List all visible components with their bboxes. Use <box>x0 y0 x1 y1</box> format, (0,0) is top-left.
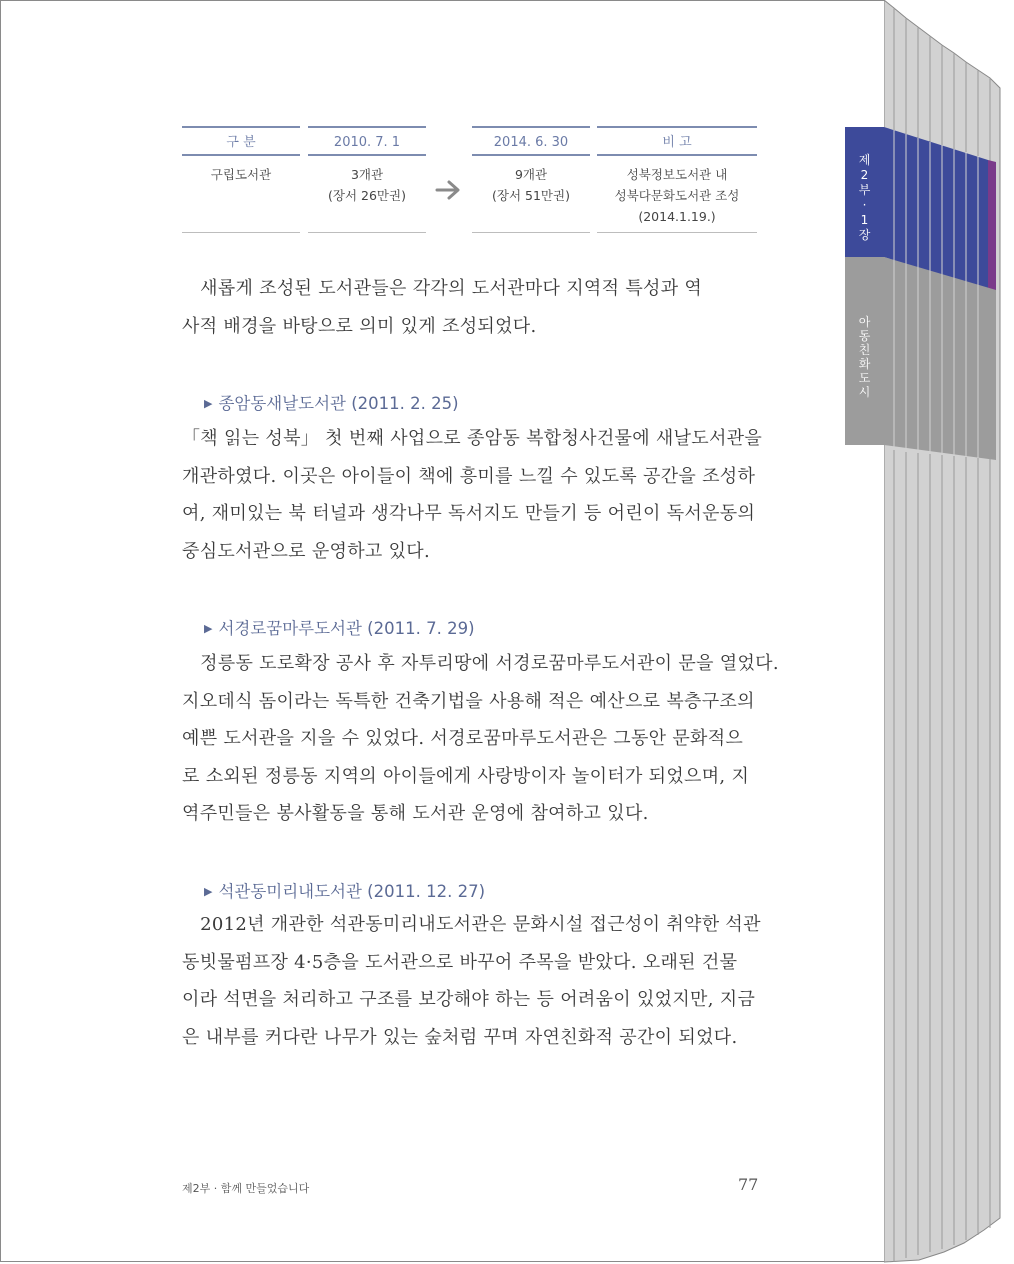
tab-char: 장 <box>858 228 871 242</box>
cell-text: (장서 26만권) <box>328 188 406 203</box>
cell-text: 구립도서관 <box>210 167 272 182</box>
text-line: 예쁜 도서관을 지을 수 있었다. 서경로꿈마루도서관은 그동안 문화적으 <box>182 728 744 749</box>
text-line: 이라 석면을 처리하고 구조를 보강해야 하는 등 어려움이 있었지만, 지금 <box>182 989 756 1010</box>
text-line: 동빗물펌프장 4·5층을 도서관으로 바꾸어 주목을 받았다. 오래된 건물 <box>182 951 738 973</box>
page-edges <box>884 0 1014 1264</box>
right-arrow-icon <box>435 178 465 202</box>
cell-text: 성북다문화도서관 조성 <box>614 188 740 203</box>
tab-char: 제 <box>858 153 871 167</box>
table-cell <box>597 156 757 233</box>
tab-char: 친 <box>858 343 871 357</box>
comparison-table <box>182 126 757 236</box>
text-line: 지오데식 돔이라는 독특한 건축기법을 사용해 적은 예산으로 복층구조의 <box>182 690 755 712</box>
column-before <box>308 126 426 236</box>
intro-paragraph <box>182 270 760 345</box>
tab-char: 화 <box>858 357 871 371</box>
text-line: 정릉동 도로확장 공사 후 자투리땅에 서경로꿈마루도서관이 문을 열었다. <box>182 653 779 674</box>
column-note <box>597 126 757 236</box>
table-header: 구 분 <box>182 126 300 156</box>
triangle-bullet-icon: ▶ <box>204 885 213 898</box>
cell-text: 9개관 <box>514 167 548 182</box>
tab-char: 2 <box>860 168 869 182</box>
triangle-bullet-icon: ▶ <box>204 397 213 410</box>
table-cell <box>472 156 590 233</box>
text-line: 새롭게 조성된 도서관들은 각각의 도서관마다 지역적 특성과 역 <box>182 278 703 299</box>
section-title-text: 서경로꿈마루도서관 (2011. 7. 29) <box>218 619 475 638</box>
section-paragraph <box>182 645 779 833</box>
column-after <box>472 126 590 236</box>
text-line: 여, 재미있는 북 터널과 생각나무 독서지도 만들기 등 어린이 독서운동의 <box>182 503 756 524</box>
tab-char: 부 <box>858 183 871 197</box>
cell-text: (2014.1.19.) <box>638 209 716 224</box>
text-line: 개관하였다. 이곳은 아이들이 책에 흥미를 느낄 수 있도록 공간을 조성하 <box>182 465 756 487</box>
table-cell <box>182 156 300 233</box>
section-paragraph <box>182 906 760 1056</box>
section-title <box>204 390 459 414</box>
running-title: 제2부 · 함께 만들었습니다 <box>182 1182 310 1195</box>
section-title <box>204 615 475 639</box>
text-line: 중심도서관으로 운영하고 있다. <box>182 540 431 562</box>
section-tab[interactable] <box>845 257 884 445</box>
cell-text: 3개관 <box>350 167 384 182</box>
page-number: 77 <box>738 1175 759 1194</box>
section-title <box>204 878 485 902</box>
cell-text: 성북정보도서관 내 <box>626 167 728 182</box>
tab-char: 시 <box>858 385 871 399</box>
text-line: 로 소외된 정릉동 지역의 아이들에게 사랑방이자 놀이터가 되었으며, 지 <box>182 765 750 787</box>
table-cell <box>308 156 426 233</box>
tab-char: 도 <box>858 371 871 385</box>
chapter-tab[interactable] <box>845 127 884 257</box>
cell-text: (장서 51만권) <box>492 188 570 203</box>
table-header: 2010. 7. 1 <box>308 126 426 156</box>
tab-char: · <box>862 198 867 212</box>
table-header: 2014. 6. 30 <box>472 126 590 156</box>
table-header: 비 고 <box>597 126 757 156</box>
tab-char: 1 <box>860 213 869 227</box>
text-line: 2012년 개관한 석관동미리내도서관은 문화시설 접근성이 취약한 석관 <box>182 914 761 935</box>
text-line: 사적 배경을 바탕으로 의미 있게 조성되었다. <box>182 315 537 337</box>
tab-char: 동 <box>858 329 871 343</box>
triangle-bullet-icon: ▶ <box>204 622 213 635</box>
section-title-text: 종암동새날도서관 (2011. 2. 25) <box>218 394 459 413</box>
text-line: 역주민들은 봉사활동을 통해 도서관 운영에 참여하고 있다. <box>182 803 649 824</box>
text-line: 은 내부를 커다란 나무가 있는 숲처럼 꾸며 자연친화적 공간이 되었다. <box>182 1026 738 1048</box>
text-line: 「책 읽는 성북」 첫 번째 사업으로 종암동 복합청사건물에 새날도서관을 <box>182 428 763 449</box>
tab-char: 아 <box>858 315 871 329</box>
section-paragraph <box>182 420 763 570</box>
section-title-text: 석관동미리내도서관 (2011. 12. 27) <box>218 882 486 901</box>
column-category <box>182 126 300 236</box>
